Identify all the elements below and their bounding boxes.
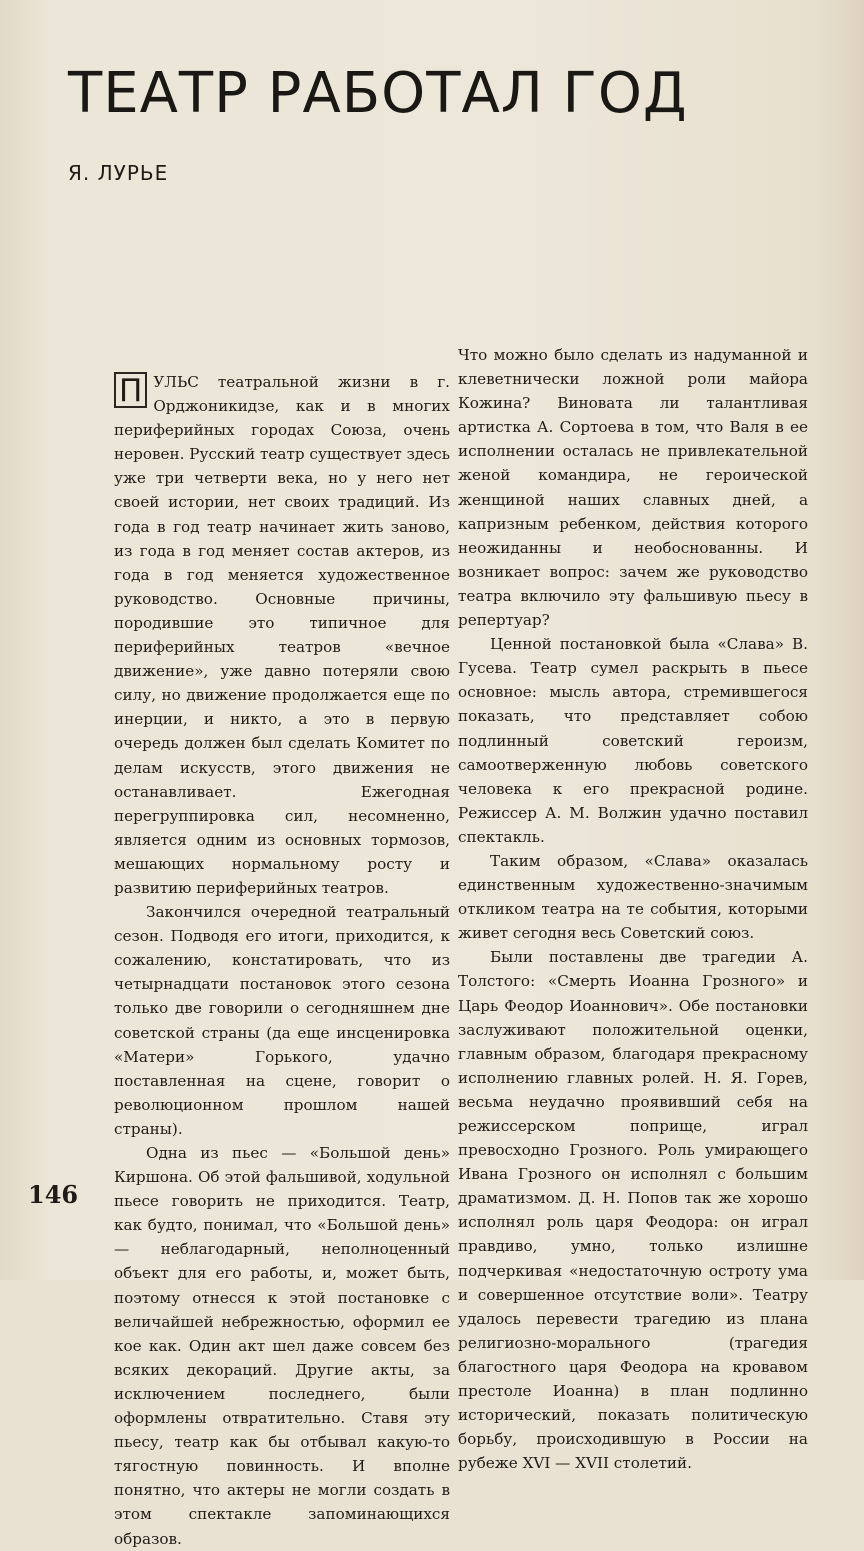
- paragraph: Были поставлены две трагедии А. Толстого: «Смерть Иоанна Грозного» и Царь Феодор Иоаннович». Обе постановки заслуживают положительной оценки, главным образом, благодаря прекрасному исполнению главных ролей. Н. Я. Горев, весьма неудачно проявивший себя на режиссерском поприще, играл превосходно Грозного. Роль умирающего Ивана Грозного он исполнял с большим драматизмом. Д. Н. Попов так же хорошо исполнял роль царя Феодора: он играл правдиво, умно, только излишне подчеркивая «недостаточную остроту ума и совершенное отсутствие воли». Театру удалось перевести трагедию из плана религиозно-морального (трагедия благостного царя Феодора на кровавом престоле Иоанна) в план подлинно исторический, показать политическую борьбу, происходившую в России на рубеже XVI — XVII столетий.: [458, 948, 808, 1473]
- left-column: [114, 370, 450, 1551]
- paragraph-text: УЛЬС театральной жизни в г. Орджоникидзе, как и в многих периферийных городах Союза, очень неровен. Русский театр существует здесь уже три четверти века, но у него нет своей истории, нет своих традиций. Из года в год театр начинает жить заново, из года в год меняет состав актеров, из года в год меняется художественное руководство. Основные причины, породившие это типичное для периферийных театров «вечное движение», уже давно потеряли свою силу, но движение продолжается еще по инерции, и никто, а это в первую очередь должен был сделать Комитет по делам искусств, этого движения не останавливает. Ежегодная перегруппировка сил, несомненно, является одним из основных тормозов, мешающих нормальному росту и развитию периферийных театров.: [114, 373, 450, 897]
- paragraph: [114, 370, 450, 900]
- paragraph: Таким образом, «Слава» оказалась единственным художественно-значимым откликом театра на те события, которыми живет сегодня весь Советский союз.: [458, 851, 808, 943]
- paragraph: Что можно было сделать из надуманной и клеветнически ложной роли майора Кожина? Виновата ли талантливая артистка А. Сортоева в том, что Валя в ее исполнении осталась не привлекательной женой командира, не героической женщиной наших славных дней, а капризным ребенком, действия которого неожиданны и необоснованны. И возникает вопрос: зачем же руководство театра включило эту фальшивую пьесу в репертуар?: [458, 346, 808, 630]
- paragraph: Закончился очередной театральный сезон. Подводя его итоги, приходится, к сожалению, констатировать, что из четырнадцати постановок этого сезона только две говорили о сегодняшнем дне советской страны (да еще инсценировка «Матери» Горького, удачно поставленная на сцене, говорит о революционном прошлом нашей страны).: [114, 903, 450, 1138]
- drop-cap: П: [114, 372, 147, 408]
- article-author: Я. ЛУРЬЕ: [68, 161, 169, 185]
- right-column: [458, 343, 808, 1475]
- paragraph: Одна из пьес — «Большой день» Киршона. Об этой фальшивой, ходульной пьесе говорить не приходится. Театр, как будто, понимал, что «Большой день» — неблагодарный, неполноценный объект для его работы, и, может быть, поэтому отнесся к этой постановке с величайшей небрежностью, оформил ее кое как. Один акт шел даже совсем без всяких декораций. Другие акты, за исключением последнего, были оформлены отвратительно. Ставя эту пьесу, театр как бы отбывал какую-то тягостную повинность. И вполне понятно, что актеры не могли создать в этом спектакле запоминающихся образов.: [114, 1144, 450, 1548]
- paragraph: Ценной постановкой была «Слава» В. Гусева. Театр сумел раскрыть в пьесе основное: мысль автора, стремившегося показать, что представляет собою подлинный советский героизм, самоотверженную любовь советского человека к его прекрасной родине. Режиссер А. М. Волжин удачно поставил спектакль.: [458, 635, 808, 846]
- article-title: ТЕАТР РАБОТАЛ ГОД: [68, 61, 688, 126]
- page-number: 146: [28, 1180, 79, 1209]
